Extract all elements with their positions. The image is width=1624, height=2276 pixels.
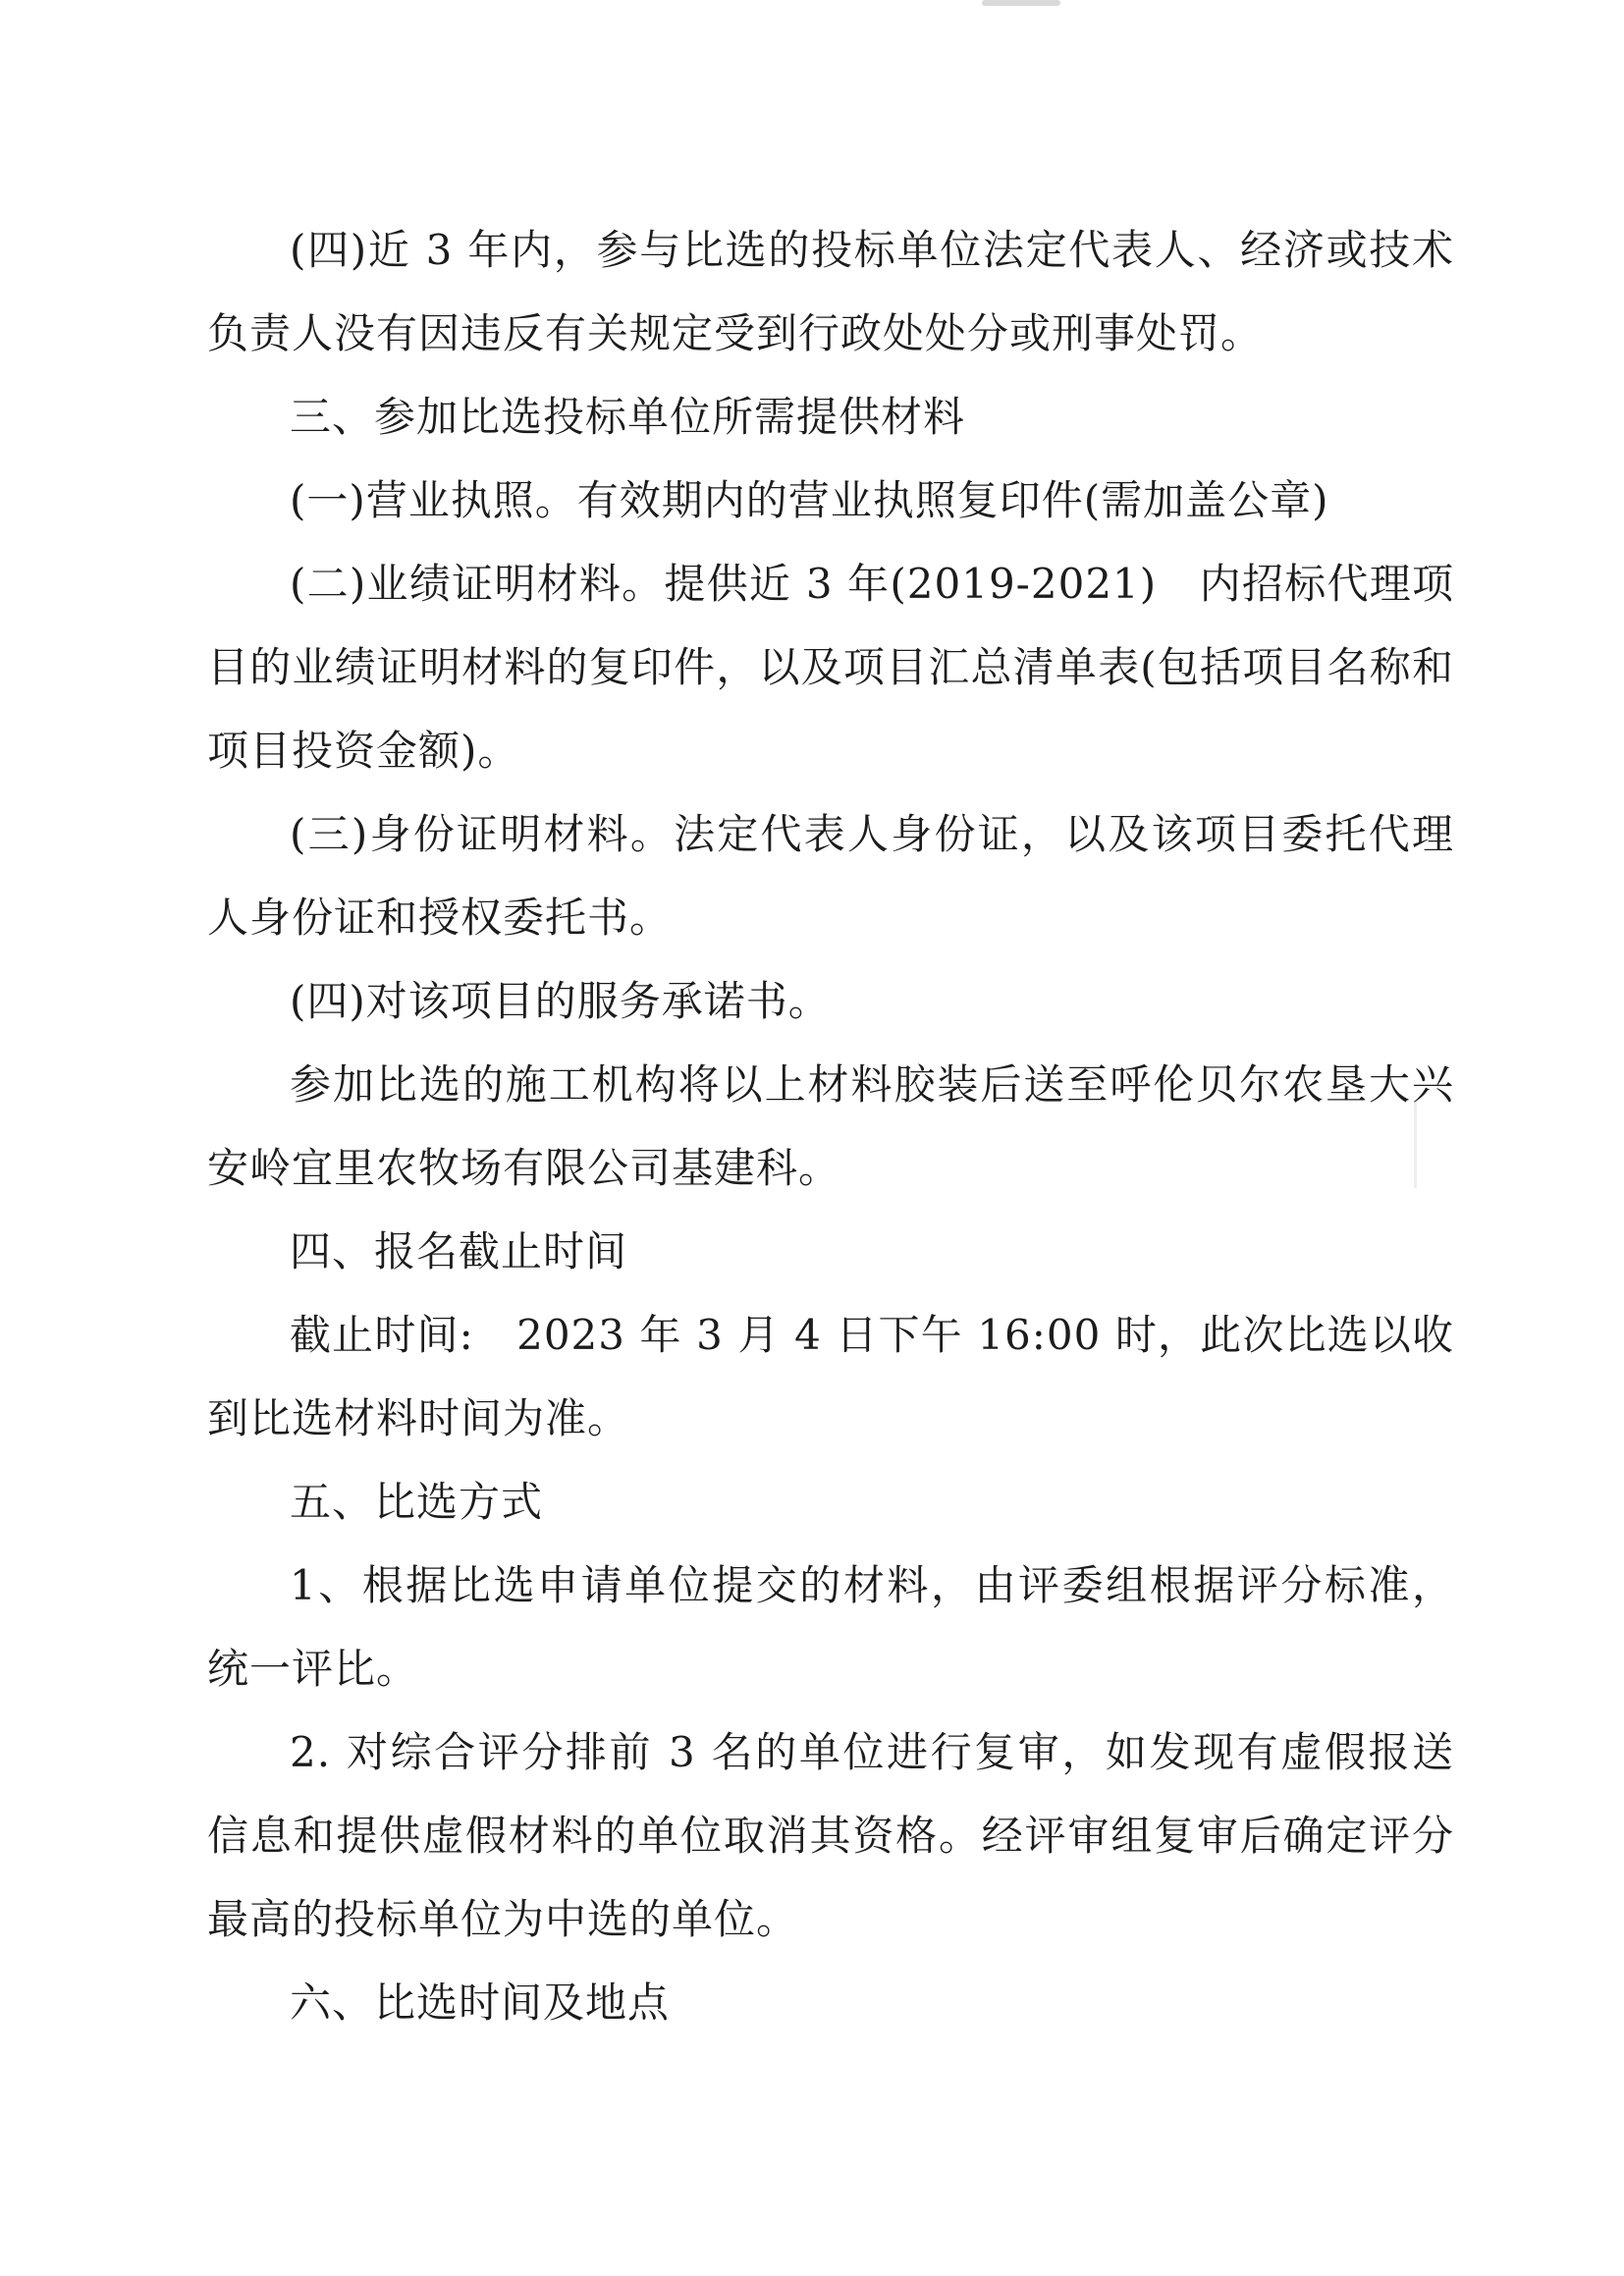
section-heading-method: 五、比选方式 (290, 1478, 544, 1526)
section-heading-deadline: 四、报名截止时间 (290, 1227, 628, 1275)
document-body (207, 208, 1454, 2044)
paragraph-method-1: 1、根据比选申请单位提交的材料，由评委组根据评分标准，统一评比。 (207, 1561, 1454, 1693)
paragraph-submission-location: 参加比选的施工机构将以上材料胶装后送至呼伦贝尔农垦大兴安岭宜里农牧场有限公司基建科。 (207, 1060, 1454, 1192)
paragraph-business-license: (一)营业执照。有效期内的营业执照复印件(需加盖公章) (290, 476, 1329, 524)
paragraph-qualification-4: (四)近 3 年内，参与比选的投标单位法定代表人、经济或技术负责人没有因违反有关规定受到行政处处分或刑事处罚。 (207, 226, 1454, 357)
section-heading-time-location: 六、比选时间及地点 (290, 1978, 671, 2027)
paragraph-method-2: 2. 对综合评分排前 3 名的单位进行复审，如发现有虚假报送信息和提供虚假材料的单位取消其资格。经评审组复审后确定评分最高的投标单位为中选的单位。 (207, 1728, 1454, 1943)
section-heading-materials: 三、参加比选投标单位所需提供材料 (290, 393, 966, 441)
paragraph-service-commitment: (四)对该项目的服务承诺书。 (290, 977, 831, 1025)
scan-artifact (982, 0, 1060, 6)
paragraph-identity-proof: (三)身份证明材料。法定代表人身份证，以及该项目委托代理人身份证和授权委托书。 (207, 810, 1454, 942)
paragraph-deadline: 截止时间: 2023 年 3 月 4 日下午 16:00 时，此次比选以收到比选材料时间为准。 (207, 1311, 1454, 1442)
paragraph-performance-proof: (二)业绩证明材料。提供近 3 年(2019-2021) 内招标代理项目的业绩证明材料的复印件，以及项目汇总清单表(包括项目名称和项目投资金额)。 (207, 560, 1454, 775)
